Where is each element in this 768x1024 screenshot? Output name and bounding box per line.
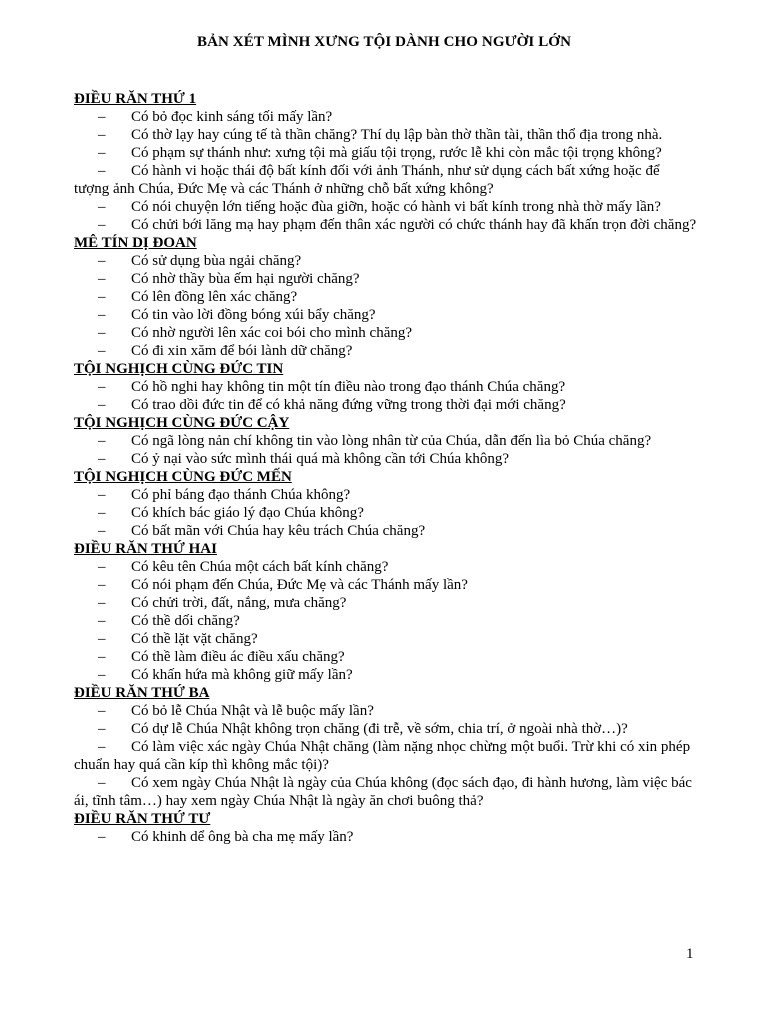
list-item: – Có nói chuyện lớn tiếng hoặc đùa giỡn, hoặc có hành vi bất kính trong nhà thờ mấy lần? — [74, 198, 698, 216]
list-item: – Có sử dụng bùa ngải chăng? — [74, 252, 698, 270]
dash-bullet: – — [98, 523, 106, 539]
list-item: – Có nhờ người lên xác coi bói cho mình chăng? — [74, 324, 698, 342]
dash-bullet: – — [98, 559, 106, 575]
dash-bullet: – — [98, 127, 106, 143]
list-item: – Có bỏ lễ Chúa Nhật và lễ buộc mấy lần? — [74, 702, 698, 720]
dash-bullet: – — [98, 307, 106, 323]
dash-bullet: – — [98, 199, 106, 215]
section-heading: ĐIỀU RĂN THỨ HAI — [74, 541, 217, 557]
section-heading: MÊ TÍN DỊ ĐOAN — [74, 235, 197, 251]
list-item: – Có dự lễ Chúa Nhật không trọn chăng (đi trễ, về sớm, chia trí, ở ngoài nhà thờ…)? — [74, 720, 698, 738]
list-item: – Có thề lặt vặt chăng? — [74, 630, 698, 648]
dash-bullet: – — [98, 433, 106, 449]
list-item: – Có thờ lạy hay cúng tế tà thần chăng? Thí dụ lập bàn thờ thần tài, thần thổ địa trong nhà. — [74, 126, 698, 144]
list-item: – Có hành vi hoặc thái độ bất kính đối với ảnh Thánh, như sử dụng cách bất xứng hoặc để tượng ảnh Chúa, Đức Mẹ và các Thánh ở những chỗ bất xứng không? — [74, 163, 660, 197]
document-body — [74, 90, 698, 846]
list-item: – Có kêu tên Chúa một cách bất kính chăng? — [74, 558, 698, 576]
list-item: – Có nói phạm đến Chúa, Đức Mẹ và các Thánh mấy lần? — [74, 576, 698, 594]
dash-bullet: – — [98, 667, 106, 683]
list-item: – Có thề làm điều ác điều xấu chăng? — [74, 648, 698, 666]
dash-bullet: – — [98, 343, 106, 359]
list-item: – Có ỷ nại vào sức mình thái quá mà không cần tới Chúa không? — [74, 450, 698, 468]
dash-bullet: – — [98, 487, 106, 503]
dash-bullet: – — [98, 397, 106, 413]
dash-bullet: – — [98, 253, 106, 269]
section-heading: TỘI NGHỊCH CÙNG ĐỨC MẾN — [74, 469, 292, 485]
dash-bullet: – — [98, 379, 106, 395]
dash-bullet: – — [98, 595, 106, 611]
dash-bullet: – — [98, 775, 106, 791]
dash-bullet: – — [98, 505, 106, 521]
dash-bullet: – — [98, 829, 106, 845]
list-item: – Có lên đồng lên xác chăng? — [74, 288, 698, 306]
section-heading: ĐIỀU RĂN THỨ TƯ — [74, 811, 211, 827]
dash-bullet: – — [98, 649, 106, 665]
page-number: 1 — [686, 946, 694, 962]
section-heading: ĐIỀU RĂN THỨ 1 — [74, 91, 197, 107]
dash-bullet: – — [98, 145, 106, 161]
section-heading: TỘI NGHỊCH CÙNG ĐỨC TIN — [74, 361, 284, 377]
list-item: – Có làm việc xác ngày Chúa Nhật chăng (làm nặng nhọc chừng một buổi. Trừ khi có xin phép chuẩn hay quá cần kíp thì không mắc tội)? — [74, 739, 691, 773]
list-item: – Có khích bác giáo lý đạo Chúa không? — [74, 504, 698, 522]
dash-bullet: – — [98, 739, 106, 755]
list-item: – Có phạm sự thánh như: xưng tội mà giấu tội trọng, rước lễ khi còn mắc tội trọng không? — [74, 144, 698, 162]
list-item: – Có phỉ báng đạo thánh Chúa không? — [74, 486, 698, 504]
dash-bullet: – — [98, 703, 106, 719]
dash-bullet: – — [98, 577, 106, 593]
dash-bullet: – — [98, 271, 106, 287]
list-item: – Có hồ nghi hay không tin một tín điều nào trong đạo thánh Chúa chăng? — [74, 378, 698, 396]
dash-bullet: – — [98, 631, 106, 647]
list-item: – Có chửi bới lăng mạ hay phạm đến thân xác người có chức thánh hay đã khấn trọn đời chăng? — [74, 216, 698, 234]
dash-bullet: – — [98, 451, 106, 467]
section-heading: ĐIỀU RĂN THỨ BA — [74, 685, 210, 701]
list-item: – Có khấn hứa mà không giữ mấy lần? — [74, 666, 698, 684]
list-item: – Có đi xin xăm để bói lành dữ chăng? — [74, 342, 698, 360]
list-item: – Có bỏ đọc kinh sáng tối mấy lần? — [74, 108, 698, 126]
dash-bullet: – — [98, 325, 106, 341]
list-item: – Có tin vào lời đồng bóng xúi bẩy chăng? — [74, 306, 698, 324]
list-item: – Có chửi trời, đất, nắng, mưa chăng? — [74, 594, 698, 612]
dash-bullet: – — [98, 163, 106, 179]
list-item: – Có bất mãn với Chúa hay kêu trách Chúa chăng? — [74, 522, 698, 540]
dash-bullet: – — [98, 721, 106, 737]
dash-bullet: – — [98, 613, 106, 629]
dash-bullet: – — [98, 109, 106, 125]
dash-bullet: – — [98, 217, 106, 233]
list-item: – Có nhờ thầy bùa ếm hại người chăng? — [74, 270, 698, 288]
list-item: – Có trao dồi đức tin để có khả năng đứng vững trong thời đại mới chăng? — [74, 396, 698, 414]
page-title: BẢN XÉT MÌNH XƯNG TỘI DÀNH CHO NGƯỜI LỚN — [196, 34, 572, 50]
list-item: – Có xem ngày Chúa Nhật là ngày của Chúa không (đọc sách đạo, đi hành hương, làm việc bác ái, tĩnh tâm…) hay xem ngày Chúa Nhật là ngày ăn chơi buông thả? — [74, 775, 692, 809]
list-item: – Có thề dối chăng? — [74, 612, 698, 630]
list-item: – Có ngã lòng nản chí không tin vào lòng nhân từ của Chúa, dẫn đến lìa bỏ Chúa chăng? — [74, 432, 698, 450]
section-heading: TỘI NGHỊCH CÙNG ĐỨC CẬY — [74, 415, 290, 431]
dash-bullet: – — [98, 289, 106, 305]
list-item: – Có khinh dể ông bà cha mẹ mấy lần? — [74, 828, 698, 846]
